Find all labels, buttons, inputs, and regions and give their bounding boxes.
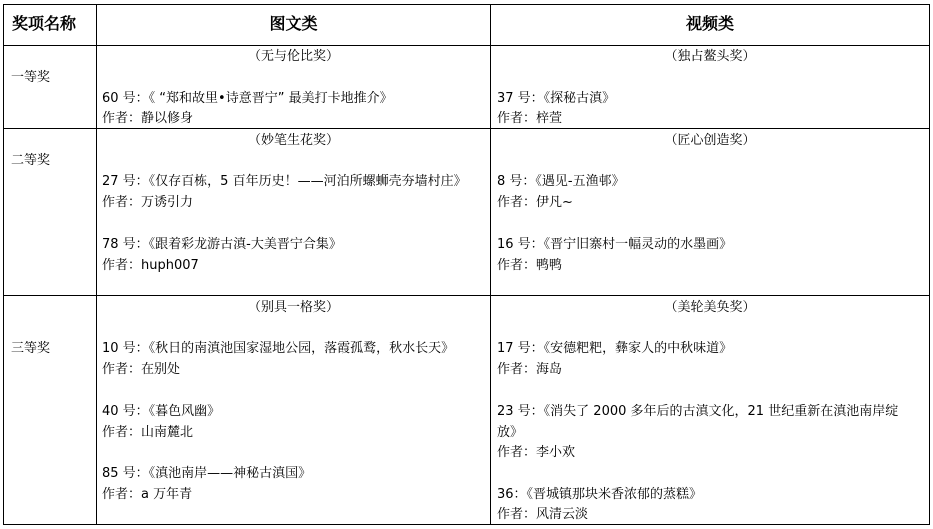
table-border-left — [3, 4, 4, 525]
table-border-row2-bottom — [3, 295, 930, 296]
graphic-entry-author: 作者：在别处 — [102, 362, 181, 377]
graphic-entry-title: 85 号：《滇池南岸——神秘古滇国》 — [102, 466, 312, 481]
graphic-entry-title: 27 号：《仅存百栋，5 百年历史！——河泊所螺蛳壳夯墙村庄》 — [102, 174, 467, 189]
video-entry-author: 作者：李小欢 — [497, 445, 576, 460]
video-subtitle-third: （美轮美奂奖） — [664, 300, 756, 315]
video-entry-title: 16 号：《晋宁旧寨村一幅灵动的水墨画》 — [497, 237, 733, 252]
video-entry-author: 作者：鸭鸭 — [497, 258, 563, 273]
graphic-entry-author: 作者：huph007 — [102, 258, 199, 273]
table-border-row1-bottom — [3, 128, 930, 129]
graphic-entry-title: 10 号：《秋日的南滇池国家湿地公园，落霞孤鹜，秋水长天》 — [102, 341, 455, 356]
header-graphic-category: 图文类 — [269, 14, 318, 33]
table-border-header-bottom — [3, 45, 930, 46]
graphic-entry-author: 作者：静以修身 — [102, 111, 194, 126]
graphic-entry-author: 作者：山南麓北 — [102, 425, 194, 440]
graphic-entry-title: 60 号：《 “郑和故里•诗意晋宁” 最美打卡地推介》 — [102, 91, 393, 106]
video-entry-title: 36：《晋城镇那块米香浓郁的蒸糕》 — [497, 487, 703, 502]
video-entry-author: 作者：梓萱 — [497, 111, 563, 126]
video-entry-title: 37 号：《探秘古滇》 — [497, 91, 616, 106]
table-border-col1 — [96, 4, 97, 525]
graphic-subtitle-second: （妙笔生花奖） — [247, 133, 339, 148]
table-border-bottom — [3, 524, 930, 525]
video-subtitle-second: （匠心创造奖） — [664, 133, 756, 148]
graphic-subtitle-first: （无与伦比奖） — [247, 49, 339, 64]
graphic-subtitle-third: （别具一格奖） — [247, 300, 339, 315]
table-border-col2 — [490, 4, 491, 525]
award-first: 一等奖 — [11, 70, 51, 85]
video-entry-title: 17 号：《安德粑粑，彝家人的中秋味道》 — [497, 341, 733, 356]
award-third: 三等奖 — [11, 341, 51, 356]
video-entry-author: 作者：海岛 — [497, 362, 563, 377]
video-entry-title: 23 号：《消失了 2000 多年后的古滇文化，21 世纪重新在滇池南岸绽 — [497, 404, 899, 419]
graphic-entry-title: 78 号：《跟着彩龙游古滇-大美晋宁合集》 — [102, 237, 342, 252]
table-border-top — [3, 4, 930, 5]
video-entry-author: 作者：伊凡~ — [497, 195, 573, 210]
award-second: 二等奖 — [11, 153, 51, 168]
video-subtitle-first: （独占鳌头奖） — [664, 49, 756, 64]
video-entry-author: 作者：风清云淡 — [497, 507, 589, 522]
graphic-entry-title: 40 号：《暮色风幽》 — [102, 404, 221, 419]
video-entry-title: 8 号：《遇见-五渔邨》 — [497, 174, 625, 189]
graphic-entry-author: 作者：a 万年青 — [102, 487, 193, 502]
video-entry-title-continued: 放》 — [497, 425, 524, 440]
graphic-entry-author: 作者：万诱引力 — [102, 195, 194, 210]
header-video-category: 视频类 — [685, 14, 734, 33]
table-border-right — [929, 4, 930, 525]
header-award-name: 奖项名称 — [12, 14, 77, 33]
